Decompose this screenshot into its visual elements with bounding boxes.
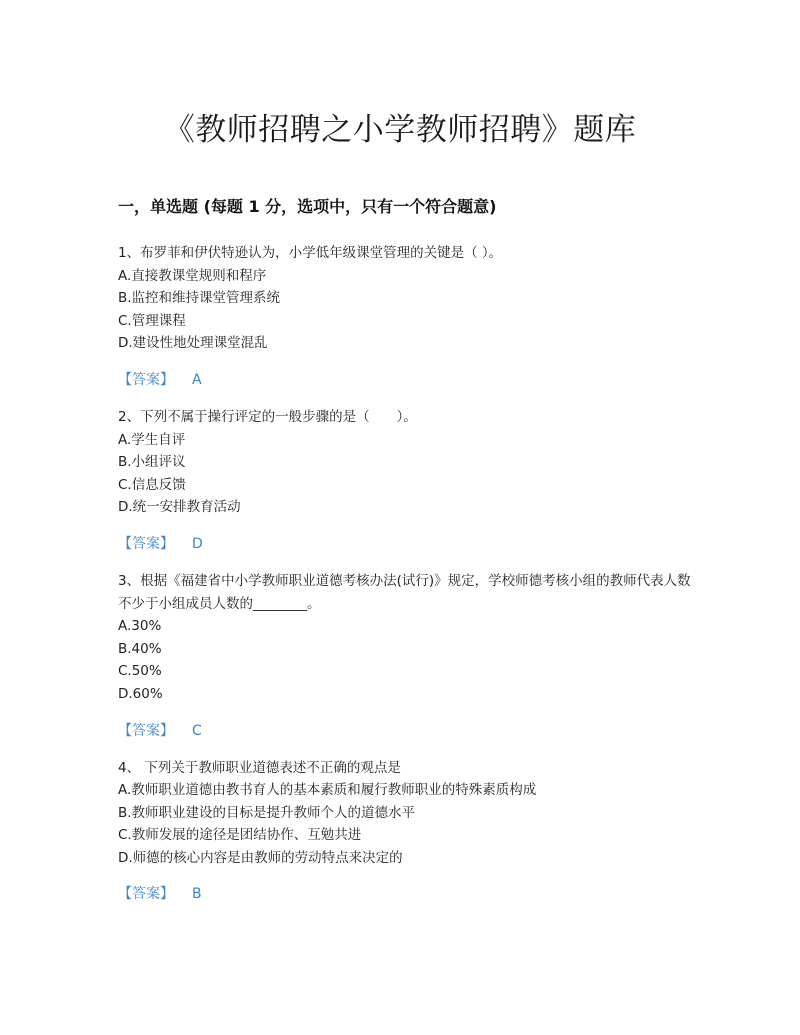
option-d: D.统一安排教育活动 (118, 499, 241, 516)
question-2 (118, 406, 698, 555)
question-stem: 3、根据《福建省中小学教师职业道德考核办法(试行)》规定，学校师德考核小组的教师代表人数不少于小组成员人数的________。 (118, 572, 691, 612)
option-a: A.学生自评 (118, 431, 186, 448)
question-list (118, 242, 698, 920)
question-1 (118, 242, 698, 391)
option-b: B.小组评议 (118, 454, 186, 471)
section-heading: 一，单选题 (每题 1 分，选项中，只有一个符合题意) (118, 197, 497, 216)
option-b: B.教师职业建设的目标是提升教师个人的道德水平 (118, 804, 416, 821)
answer-value: B (192, 886, 202, 903)
question-stem: 4、 下列关于教师职业道德表述不正确的观点是 (118, 759, 401, 776)
option-a: A.直接教课堂规则和程序 (118, 267, 267, 284)
option-d: D.建设性地处理课堂混乱 (118, 335, 268, 352)
option-a: A.教师职业道德由教书育人的基本素质和履行教师职业的特殊素质构成 (118, 782, 537, 799)
page-title: 《教师招聘之小学教师招聘》题库 (163, 112, 637, 148)
answer-line (118, 369, 698, 391)
option-b: B.40% (118, 640, 162, 657)
question-4 (118, 757, 698, 906)
answer-value: C (192, 722, 202, 739)
question-stem: 2、下列不属于操行评定的一般步骤的是（ ）。 (118, 408, 417, 425)
answer-value: D (192, 535, 203, 552)
answer-line (118, 883, 698, 905)
question-stem: 1、布罗菲和伊伏特逊认为，小学低年级课堂管理的关键是（ ）。 (118, 245, 503, 261)
option-d: D.60% (118, 685, 163, 702)
answer-label: 【答案】 (118, 722, 174, 739)
option-a: A.30% (118, 618, 162, 635)
answer-line (118, 720, 698, 742)
option-c: C.管理课程 (118, 312, 186, 329)
option-b: B.监控和维持课堂管理系统 (118, 290, 281, 307)
option-c: C.50% (118, 663, 162, 680)
answer-label: 【答案】 (118, 886, 174, 903)
answer-line (118, 533, 698, 555)
option-d: D.师德的核心内容是由教师的劳动特点来决定的 (118, 849, 403, 866)
answer-label: 【答案】 (118, 371, 174, 388)
answer-value: A (192, 371, 202, 388)
option-c: C.教师发展的途径是团结协作、互勉共进 (118, 827, 362, 844)
option-c: C.信息反馈 (118, 476, 186, 493)
question-3 (118, 570, 698, 742)
answer-label: 【答案】 (118, 535, 174, 552)
